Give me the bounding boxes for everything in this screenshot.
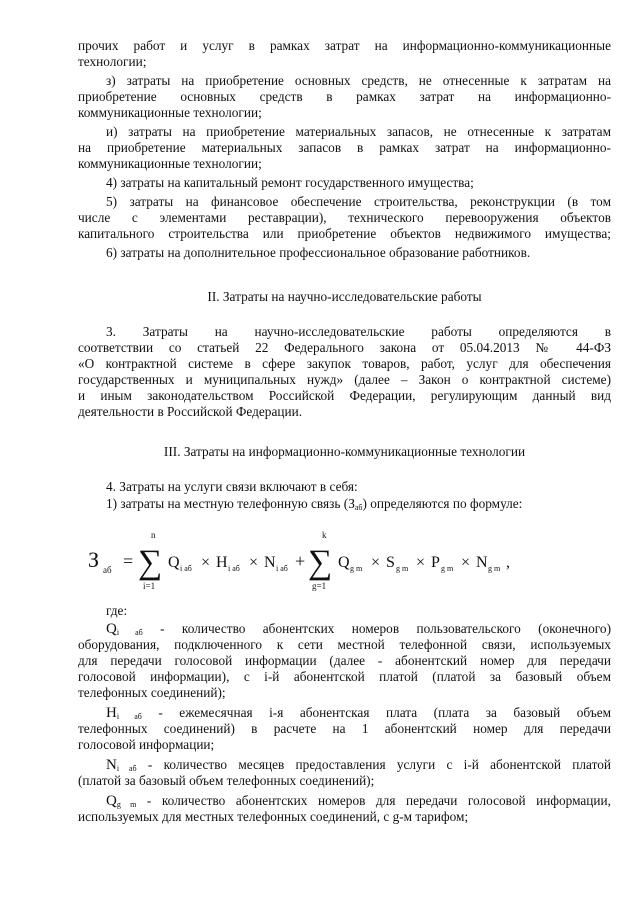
text-line: на приобретение материальных запасов в рамках затрат на информационно-: [78, 140, 611, 155]
times-sign: ×: [416, 554, 426, 571]
text-line: приобретение основных средств в рамках затрат на информационно-: [78, 89, 611, 104]
subscript: i аб: [116, 628, 143, 637]
text-span: - количество месяцев предоставления услуги с i-й абонентской платой: [136, 757, 612, 772]
sum1-sigma: ∑: [138, 544, 163, 581]
text-span: - количество абонентских номеров для передачи голосовой информации,: [136, 793, 611, 808]
list-item-4: 4) затраты на капитальный ремонт государственного имущества;: [106, 175, 474, 190]
list-item-z: з) затраты на приобретение основных средств, не отнесенные к затратам на: [106, 73, 611, 88]
symbol: H: [106, 705, 117, 721]
term-s-sub: g m: [396, 564, 409, 573]
term-n: N: [264, 554, 276, 571]
sum2-sigma: ∑: [308, 544, 333, 581]
term-q: Q: [168, 554, 180, 571]
definition-n: [106, 757, 611, 773]
list-item-i: и) затраты на приобретение материальных запасов, не отнесенные к затратам: [106, 124, 611, 139]
definition-q: [106, 621, 611, 637]
definition-line: голосовой информации), с i-й абонентской платой (платой за базовый объем: [78, 669, 611, 684]
paragraph-line: государственных и муниципальных нужд» (далее – Закон о контрактной системе): [78, 372, 611, 387]
text-line: капитального строительства или приобретение объектов недвижимого имущества;: [78, 226, 611, 241]
formula-svg: [78, 525, 611, 605]
times-sign: ×: [201, 554, 211, 571]
paragraph-line: 3. Затраты на научно-исследовательские работы определяются в: [106, 324, 611, 339]
definition-line: телефонных соединений) в расчете на 1 абонентский номер для передачи: [78, 721, 611, 736]
text-line: прочих работ и услуг в рамках затрат на информационно-коммуникационные: [78, 38, 611, 53]
definition-h: [106, 705, 611, 721]
definition-line: оборудования, подключенного к сети местной телефонной связи, используемых: [78, 637, 611, 652]
sum2-bottom: g=1: [312, 581, 327, 591]
term-ng-sub: g m: [488, 564, 501, 573]
term-h: H: [216, 554, 228, 571]
paragraph-line: 4. Затраты на услуги связи включают в себя:: [106, 479, 358, 494]
where-label: где:: [106, 603, 128, 618]
text-span: - количество абонентских номеров пользовательского (оконечного): [142, 621, 611, 636]
symbol: Q: [106, 793, 117, 809]
section-title: III. Затраты на информационно-коммуникационные технологии: [163, 444, 526, 459]
definition-line: для передачи голосовой информации (далее - абонентский номер для передачи: [78, 653, 611, 668]
times-sign: ×: [371, 554, 381, 571]
subscript: i аб: [116, 712, 142, 721]
paragraph-line: и иным законодательством Российской Федерации, регулирующим данный вид: [78, 388, 611, 403]
term-p: P: [431, 554, 440, 571]
text-line: коммуникационные технологии;: [78, 156, 262, 171]
term-qg: Q: [338, 554, 350, 571]
term-h-sub: i аб: [228, 564, 240, 573]
plus-sign: +: [295, 551, 306, 571]
symbol: N: [106, 757, 117, 773]
definition-line: телефонных соединений);: [78, 685, 226, 700]
section-title: II. Затраты на научно-исследовательские работы: [207, 289, 482, 304]
paragraph-line: [106, 496, 611, 512]
term-s: S: [386, 554, 395, 571]
formula-lhs-sub: аб: [103, 565, 112, 575]
text-span: ) определяются по формуле:: [362, 496, 523, 511]
term-q-sub: i аб: [180, 564, 192, 573]
sum1-top: n: [151, 530, 156, 540]
definition-line: голосовой информации;: [78, 737, 215, 752]
formula-lhs: З: [88, 547, 100, 572]
term-p-sub: g m: [441, 564, 454, 573]
definition-line: используемых для местных телефонных соединений, с g-м тарифом;: [78, 809, 469, 824]
text-line: коммуникационные технологии;: [78, 105, 262, 120]
formula-comma: ,: [506, 554, 510, 571]
term-ng: N: [476, 554, 488, 571]
text-line: числе с элементами реставрации), технического перевооружения объектов: [78, 210, 611, 225]
sum1-bottom: i=1: [143, 581, 156, 591]
text-span: 1) затраты на местную телефонную связь (З: [106, 496, 355, 511]
text-line: технологии;: [78, 54, 147, 69]
formula: [78, 525, 611, 605]
formula-equals: =: [123, 551, 134, 571]
sum2-top: k: [322, 530, 327, 540]
text-span: - ежемесячная i-я абонентская плата (плата за базовый объем: [141, 705, 612, 720]
paragraph-line: «О контрактной системе в сфере закупок товаров, работ, услуг для обеспечения: [78, 356, 611, 371]
term-n-sub: i аб: [276, 564, 288, 573]
subscript: i аб: [116, 764, 137, 773]
paragraph-line: деятельности в Российской Федерации.: [78, 404, 303, 419]
list-item-5: 5) затраты на финансовое обеспечение строительства, реконструкции (в том: [106, 194, 611, 209]
definition-line: (платой за базовый объем телефонных соединений);: [78, 773, 375, 788]
subscript: g m: [116, 800, 137, 809]
times-sign: ×: [461, 554, 471, 571]
times-sign: ×: [249, 554, 259, 571]
list-item-6: 6) затраты на дополнительное профессиональное образование работников.: [106, 245, 531, 260]
paragraph-line: соответствии со статьей 22 Федерального закона от 05.04.2013 № 44-ФЗ: [78, 340, 611, 355]
subscript: аб: [354, 503, 363, 512]
symbol: Q: [106, 621, 117, 637]
definition-qg: [106, 793, 611, 809]
term-qg-sub: g m: [350, 564, 363, 573]
